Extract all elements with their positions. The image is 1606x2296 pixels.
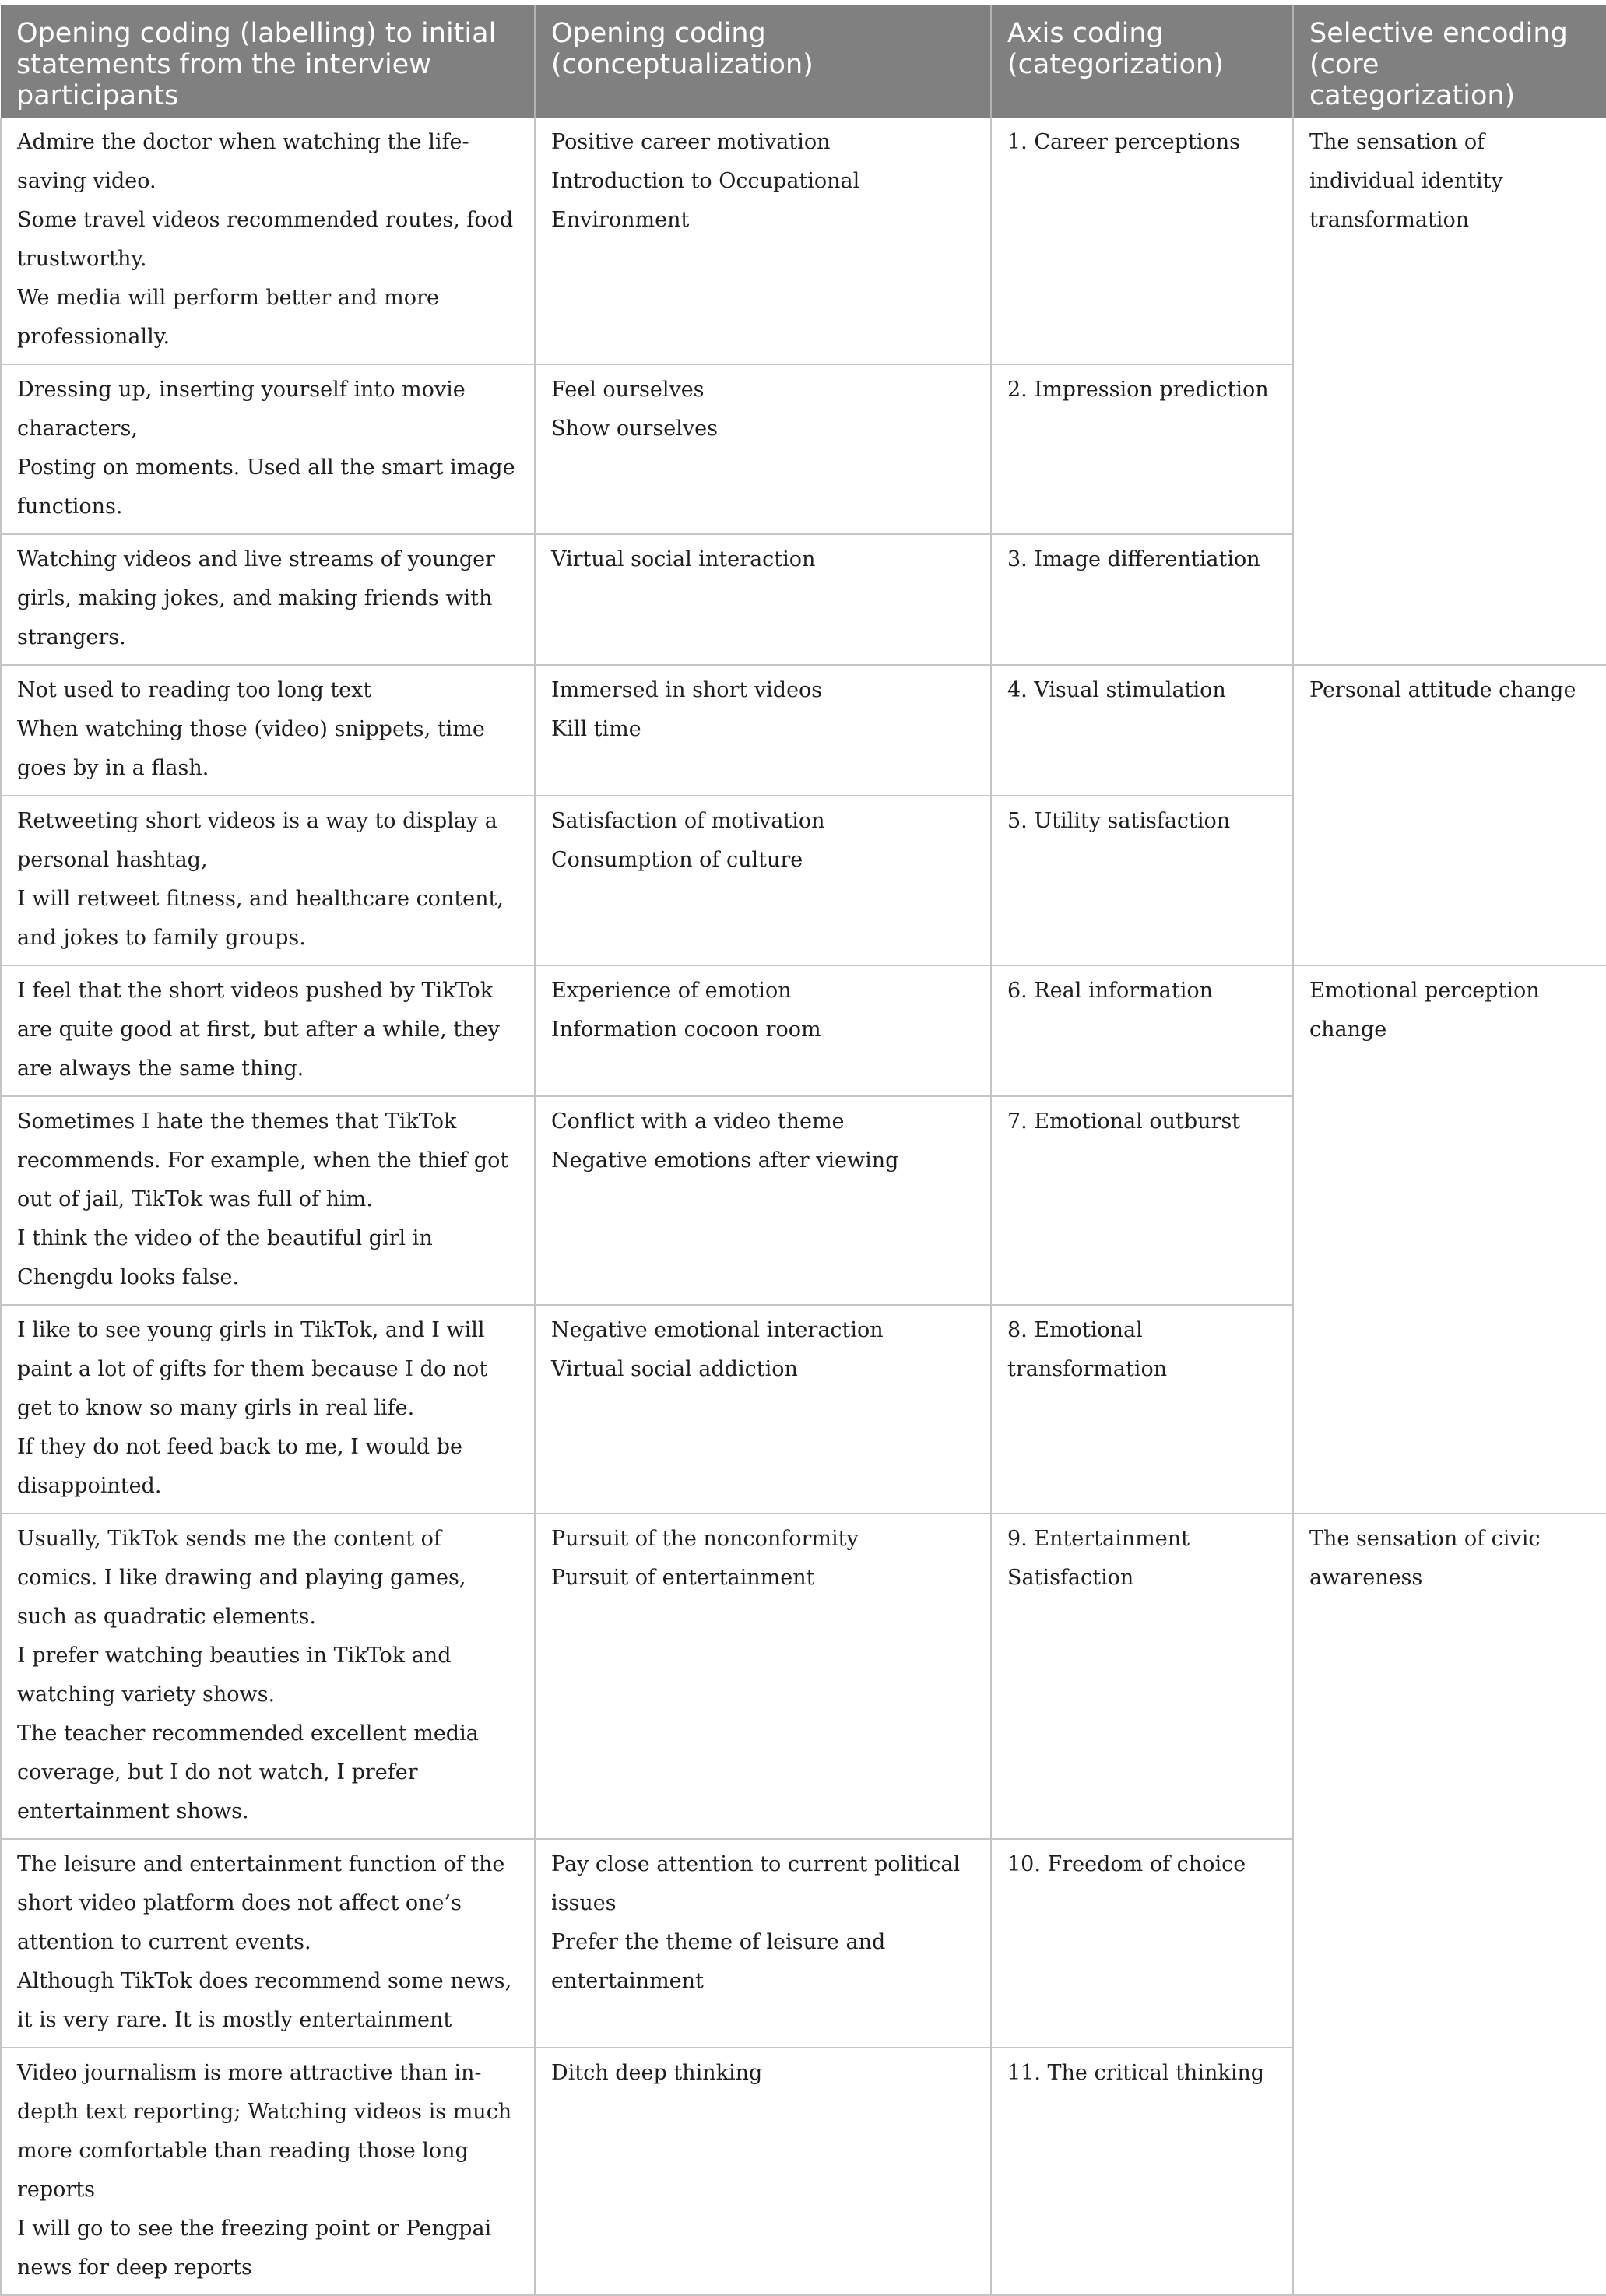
concept-text: Show ourselves — [551, 417, 718, 441]
concept-text: Introduction to Occupational Environment — [551, 169, 860, 232]
concept-text: Kill time — [551, 717, 641, 741]
axis-category-cell: 4. Visual stimulation — [991, 665, 1293, 796]
statement-text: When watching those (video) snippets, time goes by in a flash. — [17, 717, 485, 780]
axis-category-cell: 3. Image differentiation — [991, 534, 1293, 665]
table-row — [1, 1514, 1606, 1839]
concept-text: Negative emotional interaction — [551, 1318, 884, 1342]
statement-text: I think the video of the beautiful girl in Chengdu looks false. — [17, 1226, 433, 1289]
table-row — [1, 665, 1606, 796]
statements-cell — [1, 2048, 535, 2295]
core-category-cell: The sensation of civic awareness — [1293, 1514, 1606, 2295]
table-row — [1, 965, 1606, 1096]
statement-text: If they do not feed back to me, I would be disappointed. — [17, 1435, 462, 1498]
statement-text: Some travel videos recommended routes, food trustworthy. — [17, 208, 514, 271]
concept-text: Virtual social interaction — [551, 547, 816, 571]
concept-text: Information cocoon room — [551, 1018, 821, 1042]
coding-table — [0, 5, 1606, 2296]
statements-cell — [1, 364, 535, 534]
axis-category-cell: 5. Utility satisfaction — [991, 796, 1293, 965]
core-category-cell: Emotional perception change — [1293, 965, 1606, 1514]
axis-category-cell: 8. Emotional transformation — [991, 1305, 1293, 1514]
core-category-cell: Personal attitude change — [1293, 665, 1606, 965]
statements-cell — [1, 1096, 535, 1305]
concept-text: Prefer the theme of leisure and entertainment — [551, 1930, 886, 1993]
concepts-cell — [535, 534, 991, 665]
statements-cell — [1, 796, 535, 965]
statement-text: The leisure and entertainment function of the short video platform does not affect one’s attention to current events. — [17, 1852, 505, 1954]
table-row — [1, 118, 1606, 364]
statement-text: Admire the doctor when watching the life-saving video. — [17, 130, 469, 193]
concepts-cell — [535, 965, 991, 1096]
statement-text: I will retweet fitness, and healthcare content, and jokes to family groups. — [17, 887, 504, 950]
concepts-cell — [535, 1305, 991, 1514]
axis-category-cell: 2. Impression prediction — [991, 364, 1293, 534]
concept-text: Consumption of culture — [551, 848, 803, 872]
statement-text: I prefer watching beauties in TikTok and watching variety shows. — [17, 1644, 452, 1707]
header-open-coding-labelling: Opening coding (labelling) to initial statements from the interview participants — [1, 5, 535, 118]
header-axis-coding: Axis coding (categorization) — [991, 5, 1293, 118]
statement-text: I will go to see the freezing point or Pengpai news for deep reports — [17, 2217, 492, 2280]
concepts-cell — [535, 1839, 991, 2048]
concepts-cell — [535, 1096, 991, 1305]
table-header — [1, 5, 1606, 118]
statements-cell — [1, 118, 535, 364]
concept-text: Satisfaction of motivation — [551, 809, 825, 833]
concepts-cell — [535, 796, 991, 965]
concept-text: Positive career motivation — [551, 130, 831, 154]
statement-text: The teacher recommended excellent media coverage, but I do not watch, I prefer entertainment shows. — [17, 1721, 479, 1823]
statement-text: Posting on moments. Used all the smart image functions. — [17, 455, 515, 519]
statement-text: Although TikTok does recommend some news, it is very rare. It is mostly entertainment — [17, 1969, 512, 2032]
axis-category-cell: 7. Emotional outburst — [991, 1096, 1293, 1305]
concepts-cell — [535, 2048, 991, 2295]
statement-text: Not used to reading too long text — [17, 678, 372, 702]
concept-text: Immersed in short videos — [551, 678, 823, 702]
statement-text: Video journalism is more attractive than in-depth text reporting; Watching videos is much more comfortable than reading those long reports — [17, 2061, 512, 2202]
axis-category-cell: 11. The critical thinking — [991, 2048, 1293, 2295]
concepts-cell — [535, 665, 991, 796]
statements-cell — [1, 1305, 535, 1514]
concepts-cell — [535, 364, 991, 534]
concept-text: Conflict with a video theme — [551, 1109, 845, 1134]
axis-category-cell: 10. Freedom of choice — [991, 1839, 1293, 2048]
statements-cell — [1, 1514, 535, 1839]
coding-table-container — [0, 5, 1606, 2296]
statements-cell — [1, 965, 535, 1096]
concept-text: Ditch deep thinking — [551, 2061, 763, 2085]
statement-text: Watching videos and live streams of younger girls, making jokes, and making friends with strangers. — [17, 547, 496, 649]
concepts-cell — [535, 118, 991, 364]
statement-text: Dressing up, inserting yourself into movie characters, — [17, 378, 466, 441]
axis-category-cell: 6. Real information — [991, 965, 1293, 1096]
concept-text: Virtual social addiction — [551, 1357, 798, 1381]
statement-text: Retweeting short videos is a way to display a personal hashtag, — [17, 809, 497, 872]
core-category-cell: The sensation of individual identity transformation — [1293, 118, 1606, 665]
statement-text: I feel that the short videos pushed by TikTok are quite good at first, but after a while, they are always the same thing. — [17, 979, 500, 1081]
concepts-cell — [535, 1514, 991, 1839]
table-body — [1, 118, 1606, 2295]
axis-category-cell: 1. Career perceptions — [991, 118, 1293, 364]
header-open-coding-conceptualization: Opening coding (conceptualization) — [535, 5, 991, 118]
statements-cell — [1, 665, 535, 796]
concept-text: Feel ourselves — [551, 378, 705, 402]
axis-category-cell: 9. Entertainment Satisfaction — [991, 1514, 1293, 1839]
statement-text: Sometimes I hate the themes that TikTok recommends. For example, when the thief got out of jail, TikTok was full of him. — [17, 1109, 509, 1211]
statements-cell — [1, 1839, 535, 2048]
concept-text: Negative emotions after viewing — [551, 1148, 899, 1173]
statement-text: We media will perform better and more professionally. — [17, 286, 439, 349]
concept-text: Pursuit of entertainment — [551, 1566, 815, 1590]
statement-text: Usually, TikTok sends me the content of comics. I like drawing and playing games, such as quadratic elements. — [17, 1527, 466, 1629]
concept-text: Pursuit of the nonconformity — [551, 1527, 859, 1551]
concept-text: Experience of emotion — [551, 979, 792, 1003]
statement-text: I like to see young girls in TikTok, and I will paint a lot of gifts for them because I do not get to know so many girls in real life. — [17, 1318, 488, 1420]
concept-text: Pay close attention to current political issues — [551, 1852, 961, 1915]
header-row — [1, 5, 1606, 118]
statements-cell — [1, 534, 535, 665]
header-selective-encoding: Selective encoding (core categorization) — [1293, 5, 1606, 118]
